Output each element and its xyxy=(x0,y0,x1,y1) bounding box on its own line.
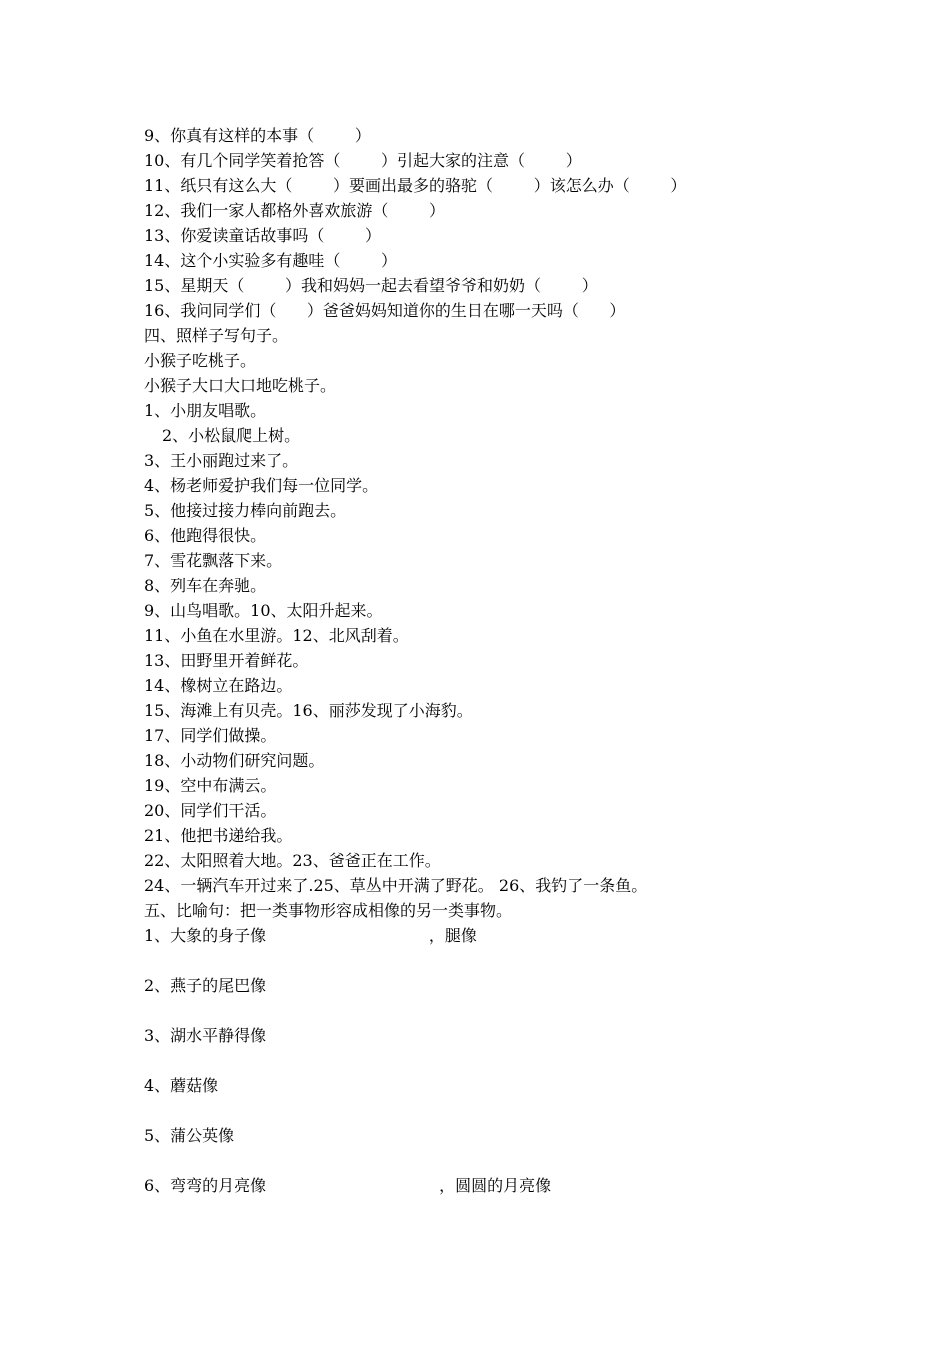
exercise-line: 5、他接过接力棒向前跑去。 xyxy=(144,501,347,520)
section-heading: 四、照样子写句子。 xyxy=(144,326,289,345)
exercise-line: 4、杨老师爱护我们每一位同学。 xyxy=(144,476,379,495)
question-line: 9、你真有这样的本事（ ） xyxy=(144,126,371,145)
question-line: 14、这个小实验多有趣哇（ ） xyxy=(144,251,398,270)
simile-line: 6、弯弯的月亮像 ，圆圆的月亮像 xyxy=(144,1176,552,1195)
worksheet-content xyxy=(144,123,844,1198)
exercise-line: 24、一辆汽车开过来了.25、草丛中开满了野花。 26、我钓了一条鱼。 xyxy=(144,876,648,895)
simile-line: 5、蒲公英像 xyxy=(144,1126,235,1145)
question-line: 13、你爱读童话故事吗（ ） xyxy=(144,226,382,245)
exercise-line: 18、小动物们研究问题。 xyxy=(144,751,325,770)
exercise-line: 3、王小丽跑过来了。 xyxy=(144,451,299,470)
question-line: 15、星期天（ ）我和妈妈一起去看望爷爷和奶奶（ ） xyxy=(144,276,598,295)
exercise-line: 14、橡树立在路边。 xyxy=(144,676,293,695)
exercise-line: 2、小松鼠爬上树。 xyxy=(162,426,301,445)
simile-line: 2、燕子的尾巴像 xyxy=(144,976,267,995)
exercise-line: 17、同学们做操。 xyxy=(144,726,277,745)
exercise-line: 7、雪花飘落下来。 xyxy=(144,551,283,570)
exercise-line: 11、小鱼在水里游。12、北风刮着。 xyxy=(144,626,409,645)
exercise-line: 9、山鸟唱歌。10、太阳升起来。 xyxy=(144,601,383,620)
exercise-line: 20、同学们干活。 xyxy=(144,801,277,820)
exercise-line: 1、小朋友唱歌。 xyxy=(144,401,267,420)
exercise-line: 15、海滩上有贝壳。16、丽莎发现了小海豹。 xyxy=(144,701,473,720)
exercise-line: 6、他跑得很快。 xyxy=(144,526,267,545)
simile-line: 3、湖水平静得像 xyxy=(144,1026,267,1045)
exercise-line: 22、太阳照着大地。23、爸爸正在工作。 xyxy=(144,851,441,870)
question-line: 12、我们一家人都格外喜欢旅游（ ） xyxy=(144,201,446,220)
section-heading: 五、比喻句：把一类事物形容成相像的另一类事物。 xyxy=(144,901,513,920)
exercise-line: 19、空中布满云。 xyxy=(144,776,277,795)
example-sentence: 小猴子吃桃子。 xyxy=(144,351,257,370)
simile-line: 4、蘑菇像 xyxy=(144,1076,219,1095)
exercise-line: 13、田野里开着鲜花。 xyxy=(144,651,309,670)
exercise-line: 8、列车在奔驰。 xyxy=(144,576,267,595)
question-line: 11、纸只有这么大（ ）要画出最多的骆驼（ ）该怎么办（ ） xyxy=(144,176,687,195)
question-line: 16、我问同学们（ ）爸爸妈妈知道你的生日在哪一天吗（ ） xyxy=(144,301,626,320)
simile-line: 1、大象的身子像 ，腿像 xyxy=(144,926,477,945)
question-line: 10、有几个同学笑着抢答（ ）引起大家的注意（ ） xyxy=(144,151,582,170)
exercise-line: 21、他把书递给我。 xyxy=(144,826,293,845)
example-sentence: 小猴子大口大口地吃桃子。 xyxy=(144,376,337,395)
